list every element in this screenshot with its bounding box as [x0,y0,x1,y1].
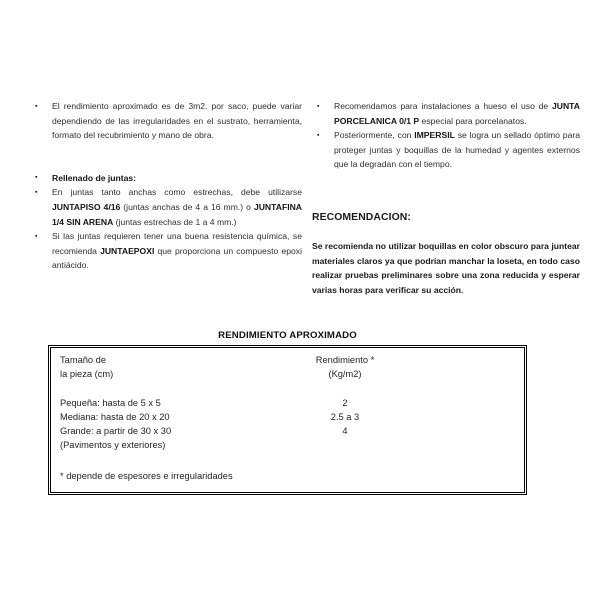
header-yield-line2: (Kg/m2) [328,369,362,380]
table-row-yield-2: 4 [342,426,348,436]
table-row-yield-0: 2 [342,397,348,408]
right-bullet-list [312,99,580,172]
left-bullet-list [30,99,302,273]
bullet-text: El rendimiento aproximado es de 3m2. por saco, puede variar dependiendo de las irregularidades en el sustrato, herramienta, formato del recubrimiento y mano de obra. [52,101,302,141]
table-column-size [60,353,275,452]
right-text-column [312,99,580,172]
header-size-line2: la pieza (cm) [60,369,114,380]
bullet-resistencia-quimica [30,229,302,273]
table-row-size-0: Pequeña: hasta de 5 x 5 [60,397,161,408]
seg-text-2: que proporciona un compuesto epoxi antiácido. [52,245,302,271]
seg-text-1: Posteriormente, con [334,130,415,141]
bullet-juntas-anchas-estrechas [30,185,302,229]
seg-text-3: (juntas estrechas de 1 a 4 mm.) [113,216,237,227]
seg-text-1: Recomendamos para instalaciones a hueso el uso de [334,101,552,111]
table-row-size-1: Mediana: hasta de 20 x 20 [60,411,170,422]
product-impersil: IMPERSIL [414,130,455,141]
table-row-yield-1: 2.5 a 3 [330,411,360,422]
seg-text-1: En juntas tanto anchas como estrechas, debe utilizarse [52,187,302,198]
table-footnote: * depende de espesores e irregularidades [60,471,233,481]
table-title: RENDIMIENTO APROXIMADO [218,330,357,341]
product-juntaepoxi: JUNTAEPOXI [100,245,155,256]
bullet-text-bold: Rellenado de juntas: [52,172,137,183]
seg-text-2: se logra un sellado óptimo para proteger juntas y boquillas de la humedad y agentes externos que la degradan con el tiempo. [334,130,580,170]
product-junta-porcelanica: JUNTA PORCELANICA 0/1 P [334,101,580,126]
recommendation-heading: RECOMENDACION: [312,212,411,223]
table-content [51,348,524,492]
table-spacer [60,381,275,395]
seg-text-2: especial para porcelanatos. [419,115,527,126]
table-row-size-2: Grande: a partir de 30 x 30 [60,426,172,436]
seg-text-1: Si las juntas requieren tener una buena resistencia química, se recomienda [52,231,302,256]
table-row-yield-3 [275,438,415,452]
table-spacer [275,381,415,395]
product-juntapiso: JUNTAPISO 4/16 [52,201,121,212]
left-text-column [30,99,302,273]
product-juntafina: JUNTAFINA 1/4 SIN ARENA [52,201,302,227]
recommendation-body: Se recomienda no utilizar boquillas en color obscuro para juntear materiales claros ya que podrían manchar la loseta, en todo caso realizar pruebas preliminares sobre una zona reducida y esperar varias horas para verificar su acción. [312,241,580,295]
bullet-impersil-sellado [312,128,580,172]
bullet-rendimiento-saco [30,99,302,143]
header-size-line1: Tamaño de [60,355,106,365]
table-row-size-3: (Pavimentos y exteriores) [60,440,166,451]
bullet-instalaciones-a-hueso [312,99,580,128]
table-column-yield [275,353,415,452]
seg-text-2: (juntas anchas de 4 a 16 mm.) o [120,201,254,212]
header-yield-line1: Rendimiento * [315,355,375,365]
bullet-rellenado-de-juntas [30,171,302,186]
rendimiento-table [48,345,527,495]
